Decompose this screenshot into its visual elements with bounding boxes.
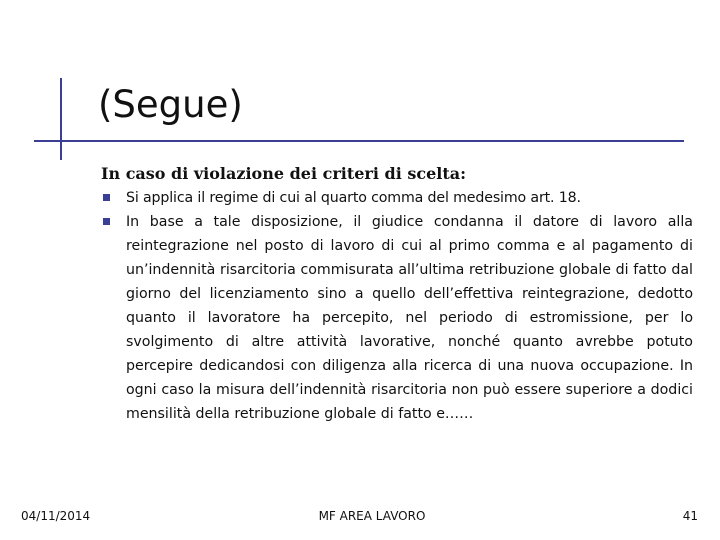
- title-vertical-rule: [60, 78, 62, 160]
- bullet-item: [101, 186, 693, 210]
- title-horizontal-rule: [34, 140, 684, 142]
- footer-page-number: 41: [682, 509, 698, 523]
- slide-content: [101, 162, 693, 426]
- square-bullet-icon: [103, 218, 110, 225]
- slide-title: (Segue): [98, 83, 243, 126]
- footer-center-text: MF AREA LAVORO: [318, 509, 426, 523]
- bullet-list: [101, 186, 693, 426]
- square-bullet-icon: [103, 194, 110, 201]
- bullet-text: In base a tale disposizione, il giudice condanna il datore di lavoro alla reintegrazione nel posto di lavoro di cui al primo comma e al pagamento di un’indennità risarcitoria commisurata all’ultima retribuzione globale di fatto dal giorno del licenziamento sino a quello dell’effettiva reintegrazione, dedotto quanto il lavoratore ha percepito, nel periodo di estromissione, per lo svolgimento di altre attività lavorative, nonché quanto avrebbe potuto percepire dedicandosi con diligenza alla ricerca di una nuova occupazione. In ogni caso la misura dell’indennità risarcitoria non può essere superiore a dodici mensilità della retribuzione globale di fatto e……: [126, 214, 693, 422]
- footer-date: 04/11/2014: [21, 509, 91, 523]
- bullet-text: Si applica il regime di cui al quarto comma del medesimo art. 18.: [126, 190, 581, 206]
- bullet-item: [101, 210, 693, 426]
- content-heading: In caso di violazione dei criteri di scelta:: [101, 164, 467, 183]
